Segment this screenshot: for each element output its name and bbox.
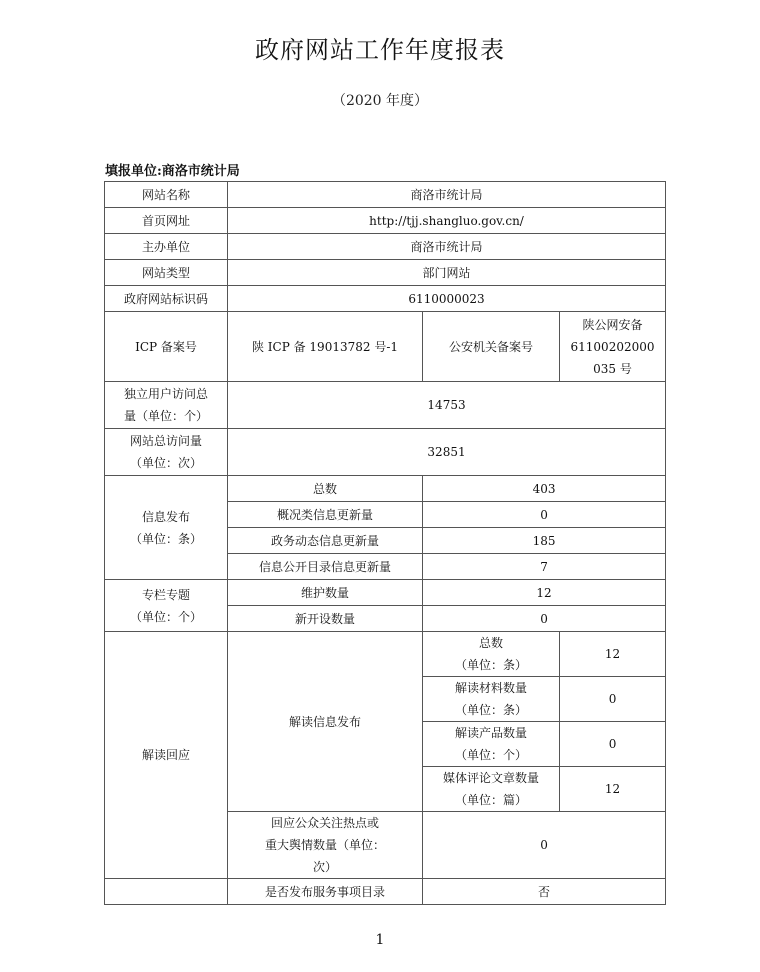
site-name-label: 网站名称	[105, 182, 228, 208]
interp-material-value: 0	[560, 677, 666, 722]
column-new-label: 新开设数量	[228, 606, 423, 632]
respond-label: 回应公众关注热点或 重大舆情数量（单位： 次）	[228, 812, 423, 879]
icp-label: ICP 备案号	[105, 312, 228, 382]
page-number: 1	[375, 932, 385, 948]
homepage-label: 首页网址	[105, 208, 228, 234]
table-row	[105, 312, 666, 382]
site-type-label: 网站类型	[105, 260, 228, 286]
interp-total-value: 12	[560, 632, 666, 677]
info-catalog-value: 7	[423, 554, 666, 580]
column-label: 专栏专题 （单位：个）	[105, 580, 228, 632]
homepage-value: http://tjj.shangluo.gov.cn/	[228, 208, 666, 234]
report-year: （2020 年度）	[331, 93, 429, 109]
service-value: 否	[423, 879, 666, 905]
respond-value: 0	[423, 812, 666, 879]
interp-product-value: 0	[560, 722, 666, 767]
info-label: 信息发布 （单位：条）	[105, 476, 228, 580]
uv-value: 14753	[228, 382, 666, 429]
table-row	[105, 476, 666, 502]
interp-pub-label: 解读信息发布	[228, 632, 423, 812]
table-row	[105, 234, 666, 260]
interp-media-label: 媒体评论文章数量 （单位：篇）	[423, 767, 560, 812]
pv-value: 32851	[228, 429, 666, 476]
report-table	[104, 181, 666, 905]
table-row	[105, 286, 666, 312]
interp-material-label: 解读材料数量 （单位：条）	[423, 677, 560, 722]
icp-value: 陕 ICP 备 19013782 号-1	[228, 312, 423, 382]
site-type-value: 部门网站	[228, 260, 666, 286]
table-row	[105, 182, 666, 208]
column-new-value: 0	[423, 606, 666, 632]
column-maintain-value: 12	[423, 580, 666, 606]
info-news-value: 185	[423, 528, 666, 554]
uv-label: 独立用户访问总 量（单位：个）	[105, 382, 228, 429]
site-id-label: 政府网站标识码	[105, 286, 228, 312]
info-catalog-label: 信息公开目录信息更新量	[228, 554, 423, 580]
interp-label: 解读回应	[105, 632, 228, 879]
info-news-label: 政务动态信息更新量	[228, 528, 423, 554]
table-row	[105, 879, 666, 905]
table-row	[105, 208, 666, 234]
table-row	[105, 260, 666, 286]
table-row	[105, 632, 666, 677]
table-row	[105, 580, 666, 606]
site-name-value: 商洛市统计局	[228, 182, 666, 208]
pv-label: 网站总访问量 （单位：次）	[105, 429, 228, 476]
reporting-unit: 填报单位:商洛市统计局	[105, 164, 240, 179]
interp-total-label: 总数 （单位：条）	[423, 632, 560, 677]
table-row	[105, 429, 666, 476]
sponsor-value: 商洛市统计局	[228, 234, 666, 260]
empty-cell	[105, 879, 228, 905]
info-total-label: 总数	[228, 476, 423, 502]
interp-media-value: 12	[560, 767, 666, 812]
interp-product-label: 解读产品数量 （单位：个）	[423, 722, 560, 767]
column-maintain-label: 维护数量	[228, 580, 423, 606]
service-label: 是否发布服务事项目录	[228, 879, 423, 905]
info-overview-value: 0	[423, 502, 666, 528]
site-id-value: 6110000023	[228, 286, 666, 312]
table-row	[105, 382, 666, 429]
info-total-value: 403	[423, 476, 666, 502]
police-value: 陕公网安备 61100202000 035 号	[560, 312, 666, 382]
info-overview-label: 概况类信息更新量	[228, 502, 423, 528]
page-title: 政府网站工作年度报表	[255, 36, 505, 64]
sponsor-label: 主办单位	[105, 234, 228, 260]
police-label: 公安机关备案号	[423, 312, 560, 382]
